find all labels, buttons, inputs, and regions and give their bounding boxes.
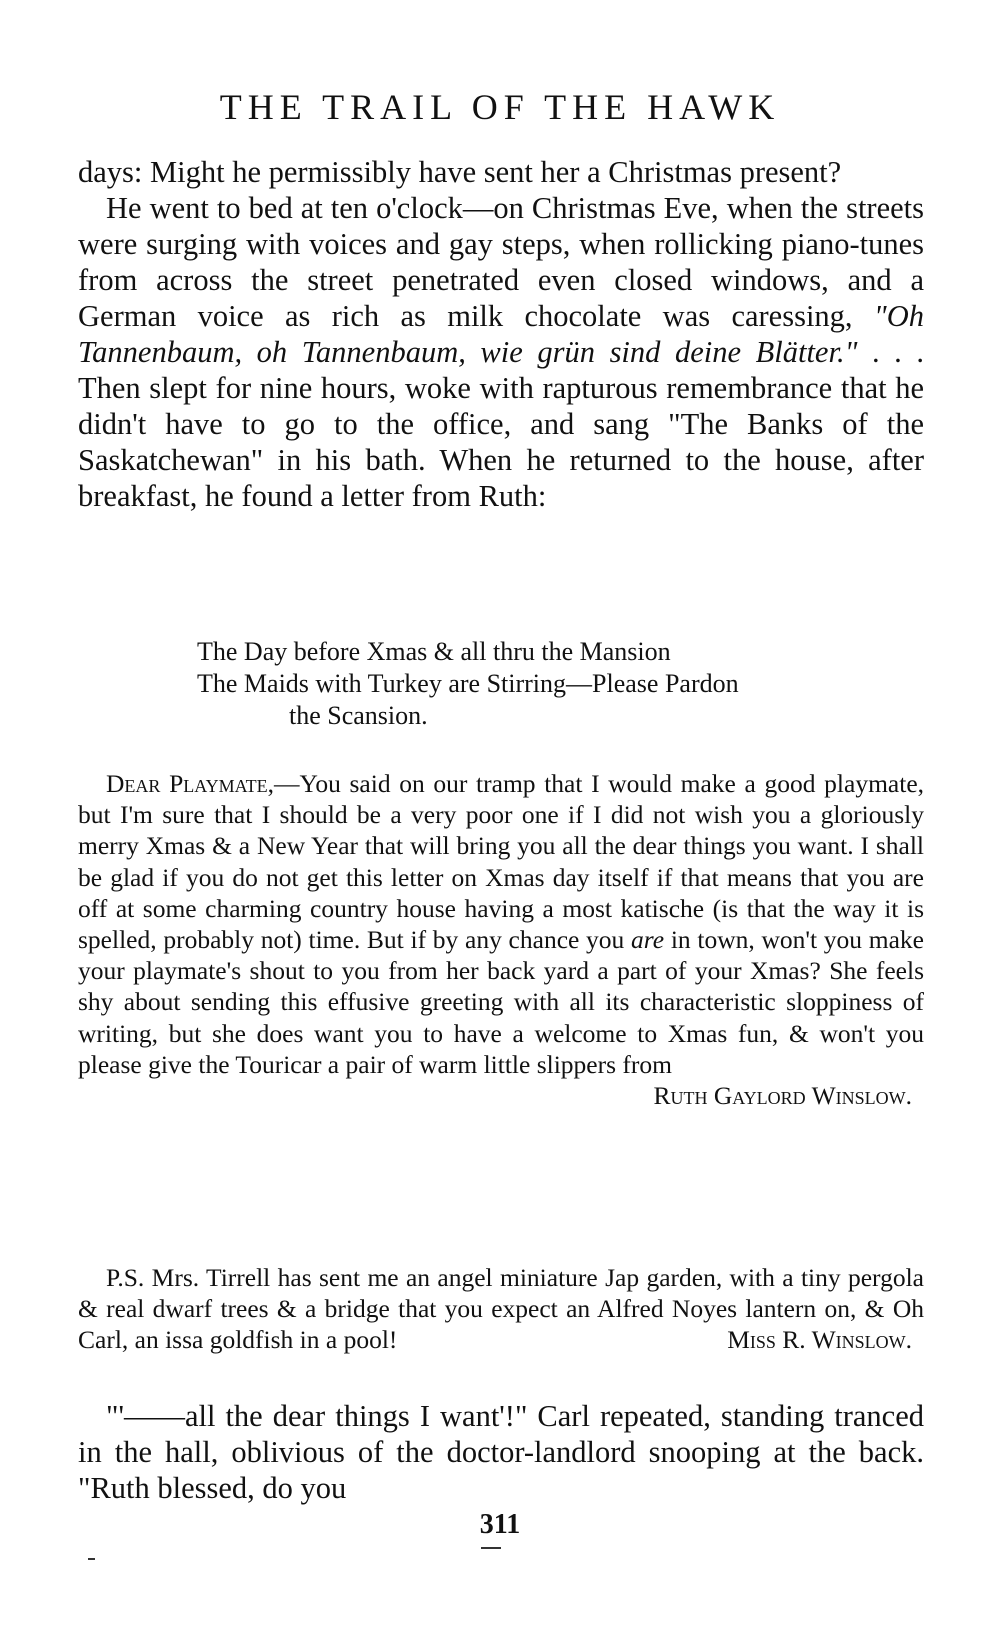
letter-postscript — [78, 1262, 924, 1356]
running-head: THE TRAIL OF THE HAWK — [219, 87, 781, 127]
letter-body — [78, 768, 924, 1111]
paragraph-carl-repeated: "'——all the dear things I want'!" Carl repeated, standing tranced in the hall, oblivious of the doctor-landlord snooping at the back. "Ruth blessed, do you — [78, 1399, 924, 1505]
paragraph-text: . . . Then slept for nine hours, woke with rapturous remembrance that he didn't have to go to the office, and sang "The Banks of the Saskatchewan" in his bath. When he returned to the house, after breakfast, he found a letter from Ruth: — [78, 335, 924, 513]
verse-line: The Day before Xmas & all thru the Mansion — [197, 637, 671, 666]
letter-text: in town, won't you make your playmate's shout to you from her back yard a part of your Xmas? She feels shy about sending this effusive greeting with all its characteristic sloppiness of writing, but she does want you to have a welcome to Xmas fun, & won't you please give the Touricar a pair of warm little slippers from — [78, 925, 924, 1079]
paragraph-text: He went to bed at ten o'clock—on Christmas Eve, when the streets were surging with voices and gay steps, when rollicking piano-tunes from across the street penetrated even closed windows, and a German voice as rich as milk chocolate was caressing, — [78, 191, 924, 333]
postscript-signature: Miss R. Winslow. — [727, 1325, 912, 1355]
letter-signature: Ruth Gaylord Winslow. — [653, 1081, 912, 1111]
paragraph-continued: days: Might he permissibly have sent her a Christmas present? — [78, 155, 842, 189]
paragraph-christmas-eve — [78, 190, 924, 514]
verse-line: The Maids with Turkey are Stirring—Please Pardon — [197, 669, 739, 698]
song-title-italic: "Oh Tannenbaum, oh Tannenbaum, wie grün sind deine Blätter." — [78, 299, 924, 369]
letter-verse — [197, 636, 924, 732]
print-speck — [481, 1547, 501, 1549]
letter-emphasis: are — [631, 925, 665, 955]
letter-text: —You said on our tramp that I would make a good playmate, but I'm sure that I should be a very poor one if I did not wish you a gloriously merry Xmas & a New Year that will bring you all the dear things you want. I shall be glad if you do not get this letter on Xmas day itself if that means that you are off at some charming country house having a most katische (is that the way it is spelled, probably not) time. But if by any chance you — [78, 769, 925, 955]
letter-paragraph — [78, 768, 924, 1080]
main-text-bottom — [78, 1398, 924, 1506]
main-text-top — [78, 154, 924, 514]
page-number: 311 — [479, 1509, 521, 1540]
letter-salutation: Dear Playmate, — [106, 769, 274, 798]
postscript-text: P.S. Mrs. Tirrell has sent me an angel miniature Jap garden, with a tiny pergola & real dwarf trees & a bridge that you expect an Alfred Noyes lantern on, & Oh Carl, an issa goldfish in a pool! — [78, 1263, 924, 1355]
print-speck — [88, 1558, 95, 1560]
postscript-paragraph — [78, 1262, 924, 1356]
verse-line-continued: the Scansion. — [289, 701, 428, 730]
